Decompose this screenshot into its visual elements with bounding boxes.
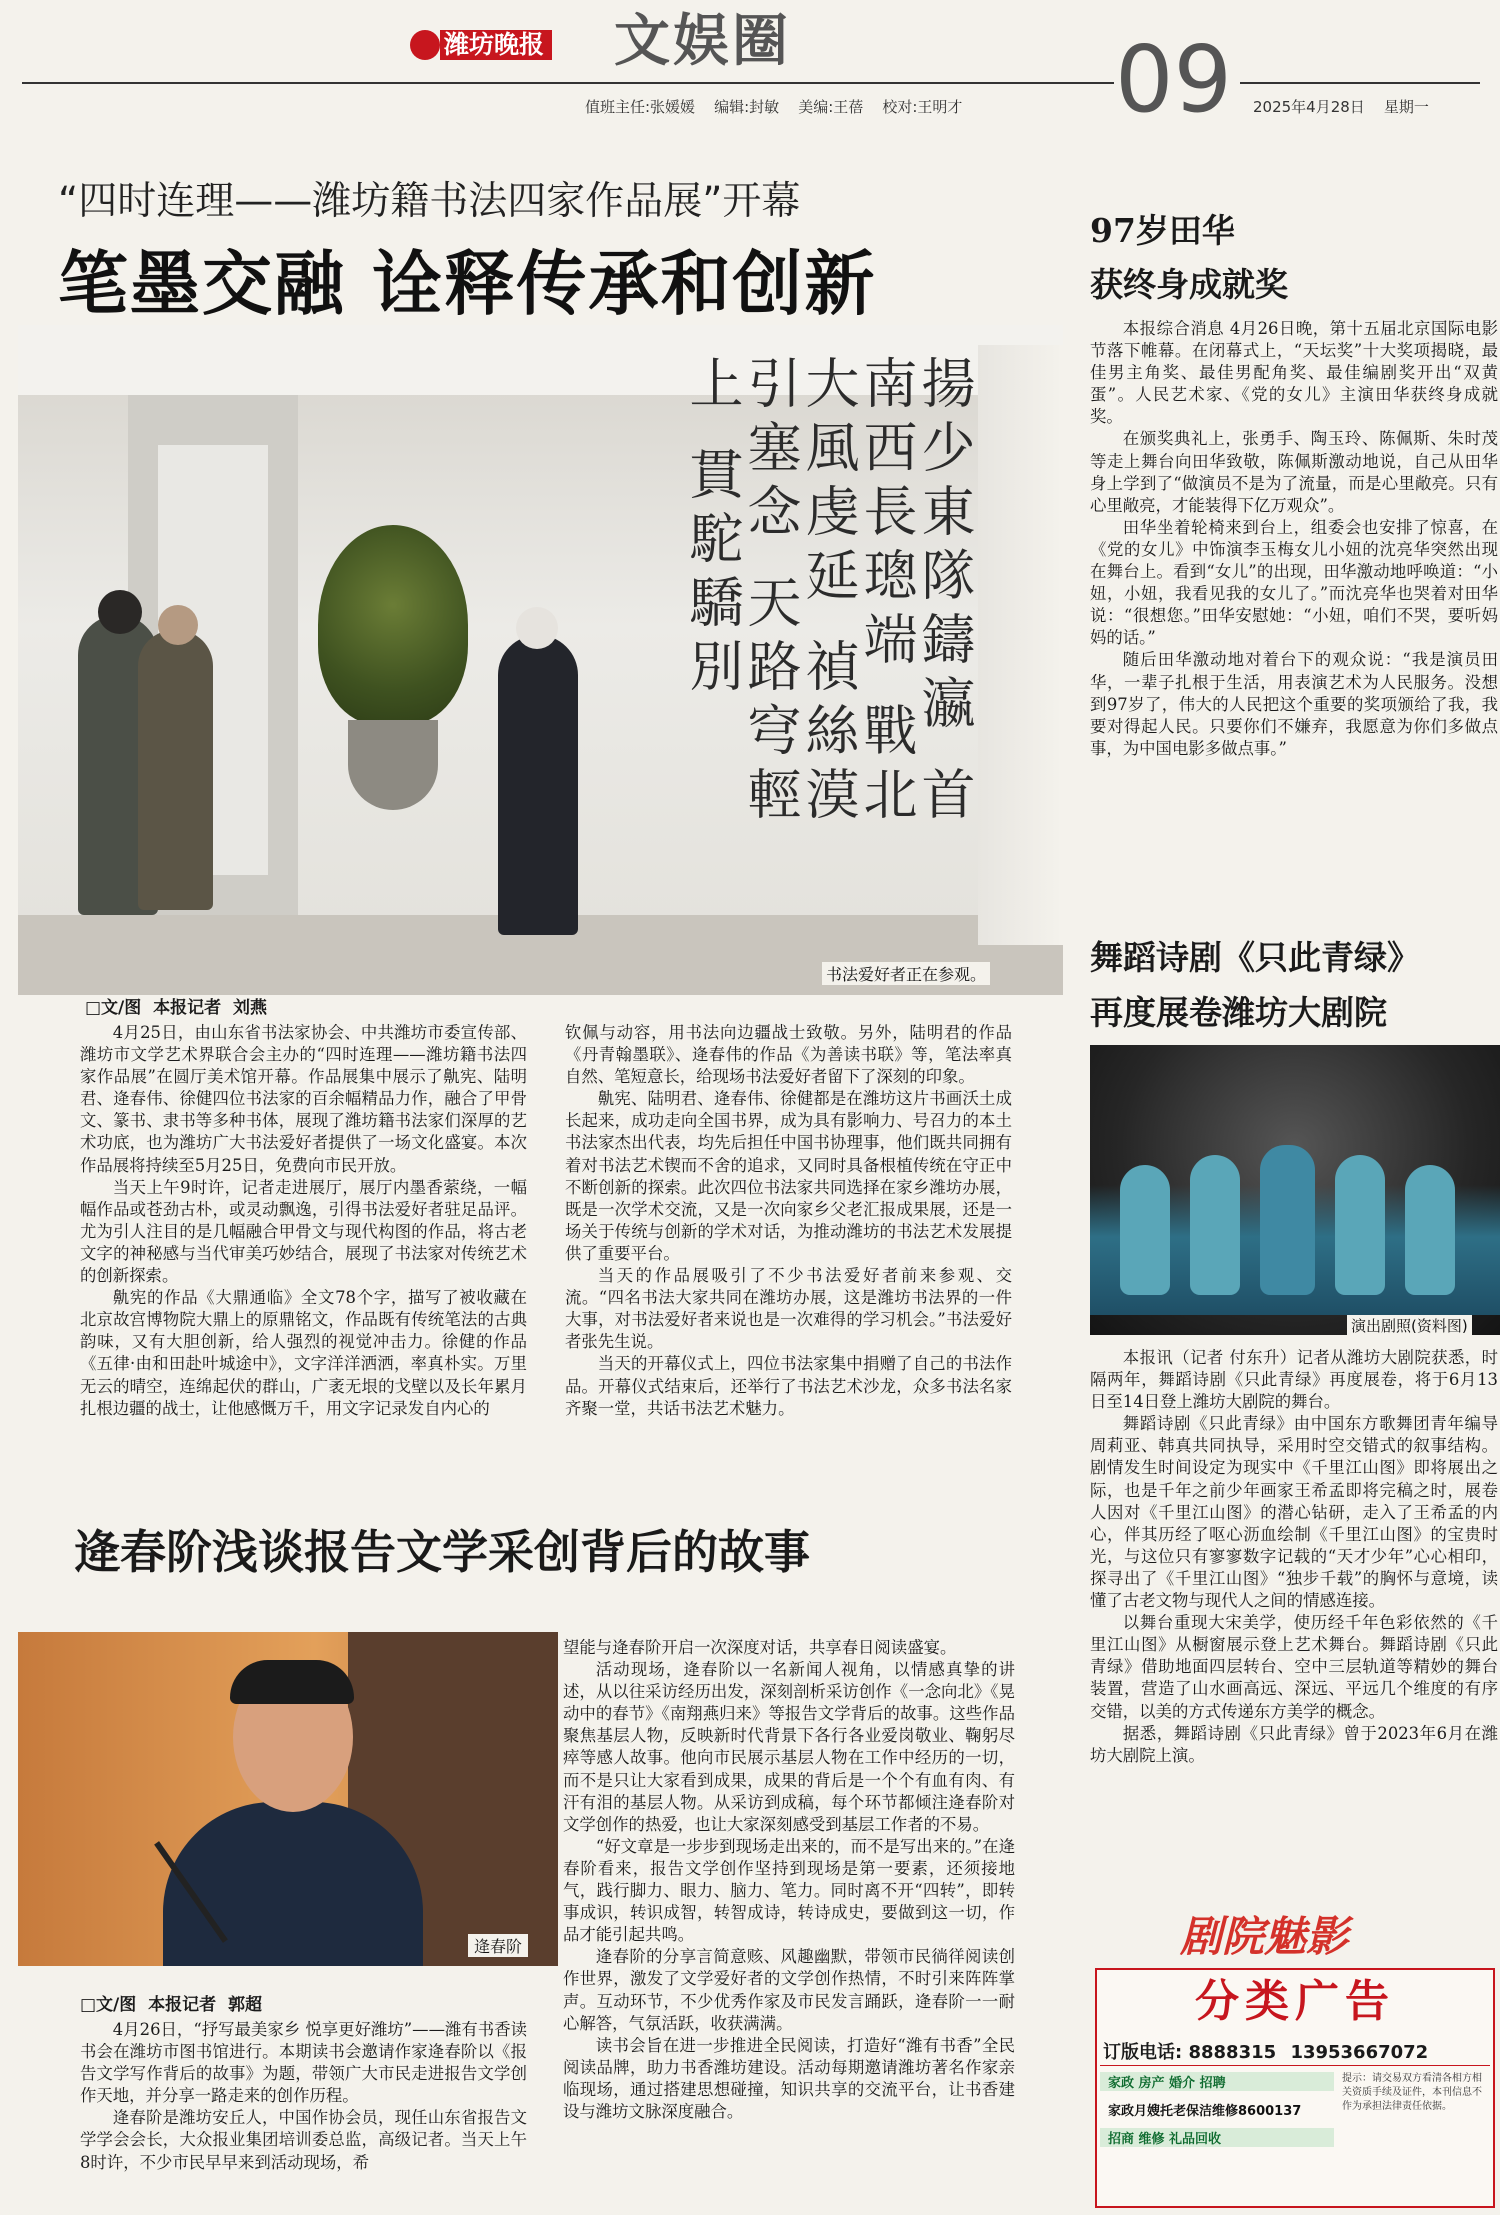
ads-phone-number: 8888315 xyxy=(1188,2042,1277,2063)
editor-credits: 值班主任:张媛媛 编辑:封敏 美编:王蓓 校对:王明才 xyxy=(585,98,963,116)
paragraph: 以舞台重现大宋美学，使历经千年色彩依然的《千里江山图》从橱窗展示登上艺术舞台。舞蹈诗剧《只此青绿》借助地面四层转台、空中三层轨道等精妙的舞台装置，营造了山水画高远、深远、平远几个维度的有序交错，以美的方式传递东方美学的概念。 xyxy=(1090,1613,1498,1721)
ads-phone-mobile: 13953667072 xyxy=(1290,2042,1429,2063)
paragraph: 当天的作品展吸引了不少书法爱好者前来参观、交流。“四名书法大家共同在潍坊办展，这是潍坊书法界的一件大事，对书法爱好者来说也是一次难得的学习机会。”书法爱好者张先生说。 xyxy=(565,1266,1012,1352)
photo-caption: 书法爱好者正在参观。 xyxy=(822,962,990,985)
column-logo: 剧院魅影 xyxy=(1180,1912,1349,1961)
dancer-figure xyxy=(1405,1165,1455,1295)
ads-category-row: 家政 房产 婚介 招聘 xyxy=(1100,2072,1334,2091)
paper-name: 潍坊晚报 xyxy=(440,30,552,60)
paragraph: 4月26日，“抒写最美家乡 悦享更好潍坊”——潍有书香读书会在潍坊市图书馆进行。本期读书会邀请作家逄春阶以《报告文学写作背后的故事》为题，带领广大市民走进报告文学创作天地，并分享一路走来的创作历程。 xyxy=(80,2020,527,2106)
paragraph: 据悉，舞蹈诗剧《只此青绿》曾于2023年6月在潍坊大剧院上演。 xyxy=(1090,1723,1498,1765)
paper-logo-icon xyxy=(410,30,440,60)
dancer-figure xyxy=(1190,1155,1240,1295)
paragraph: 随后田华激动地对着台下的观众说：“我是演员田华，一辈子扎根于生活，用表演艺术为人民服务。没想到97岁了，伟大的人民把这个重要的奖项颁给了我，我要对得起人民。只要你们不嫌弃，我愿意为你们多做点事，为中国电影多做点事。” xyxy=(1090,650,1498,758)
ads-notice: 提示：请交易双方看清各相方相关资质手续及证件，本刊信息不作为承担法律责任依据。 xyxy=(1342,2073,1482,2112)
story-column-2 xyxy=(565,1022,1012,1420)
photo-caption: 逄春阶 xyxy=(468,1934,528,1957)
story-kicker: “四时连理——潍坊籍书法四家作品展”开幕 xyxy=(58,179,801,224)
section-title: 文娱圈 xyxy=(614,8,791,74)
story-body xyxy=(1090,318,1498,760)
masthead-rule-right xyxy=(1240,82,1480,84)
story-headline-line-2: 获终身成就奖 xyxy=(1090,265,1288,304)
paragraph: 活动现场，逄春阶以一名新闻人视角，以情感真挚的讲述，从以往采访经历出发，深刻剖析采访创作《一念向北》《晃动中的春节》《南翔燕归来》等报告文学背后的故事。这些作品聚焦基层人物，反映新时代背景下各行各业爱岗敬业、鞠躬尽瘁等感人故事。他向市民展示基层人物在工作中经历的一切，而不是只让大家看到成果，成果的背后是一个个有血有肉、有汗有泪的基层人物。从采访到成稿，每个环节都倾注逄春阶对文学创作的热爱，也让大家深刻感受到基层工作者的不易。 xyxy=(563,1660,1015,1834)
paragraph: 4月25日，由山东省书法家协会、中共潍坊市委宣传部、潍坊市文学艺术界联合会主办的“四时连理——潍坊籍书法四家作品展”在圆厅美术馆开幕。作品展集中展示了鼽宪、陆明君、逄春伟、徐健四位书法家的百余幅精品力作，融合了甲骨文、篆书、隶书等多种书体，展现了潍坊籍书法家们深厚的艺术功底，也为潍坊广大书法爱好者提供了一场文化盛宴。本次作品展将持续至5月25日，免费向市民开放。 xyxy=(80,1023,527,1175)
ads-listing: 家政月嫂托老保洁维修8600137 xyxy=(1108,2104,1302,2119)
paragraph: 舞蹈诗剧《只此青绿》由中国东方歌舞团青年编导周莉亚、韩真共同执导，采用时空交错式的叙事结构。剧情发生时间设定为现实中《千里江山图》即将展出之际，也是千年之前少年画家王希孟即将完稿之时，展卷人因对《千里江山图》的潜心钻研，走入了王希孟的内心，伴其历经了呕心沥血绘制《千里江山图》的宝贵时光，与这位只有寥寥数字记载的“天才少年”心心相印，探寻出了《千里江山图》“独步千载”的胸怀与意境，读懂了古老文物与现代人之间的情感连接。 xyxy=(1090,1414,1498,1611)
story-column-1 xyxy=(80,2019,527,2174)
performance-photo xyxy=(1090,1045,1500,1335)
potted-plant xyxy=(318,525,468,725)
paragraph: 当天上午9时许，记者走进展厅，展厅内墨香萦绕，一幅幅作品或苍劲古朴，或灵动飘逸，引得书法爱好者驻足品评。尤为引人注目的是几幅融合甲骨文与现代构图的作品，将古老文字的神秘感与当代审美巧妙结合，展现了书法家对传统艺术的创新探索。 xyxy=(80,1177,527,1286)
paragraph: 望能与逄春阶开启一次深度对话，共享春日阅读盛宴。 xyxy=(563,1638,957,1657)
paragraph: 当天的开幕仪式上，四位书法家集中捐赠了自己的书法作品。开幕仪式结束后，还举行了书法艺术沙龙，众多书法名家齐聚一堂，共话书法艺术魅力。 xyxy=(565,1354,1012,1418)
exhibition-photo xyxy=(18,325,1063,995)
ads-category-row: 招商 维修 礼品回收 xyxy=(1100,2128,1334,2147)
dancer-figure xyxy=(1335,1155,1385,1295)
paragraph: 鼽宪、陆明君、逄春伟、徐健都是在潍坊这片书画沃土成长起来，成功走向全国书界，成为具有影响力、号召力的本土书法家杰出代表，均先后担任中国书协理事，他们既共同拥有着对书法艺术锲而不舍的追求，又同时具备根植传统在守正中不断创新的探索。此次四位书法家共同选择在家乡潍坊办展，既是一次学术交流，又是一次向家乡父老汇报成果展，还是一场关于传统与创新的学术对话，为推动潍坊的书法艺术发展提供了重要平台。 xyxy=(565,1089,1012,1263)
ads-phone-line xyxy=(1103,2038,1428,2064)
ads-phone-label: 订版电话: xyxy=(1103,2042,1183,2063)
story-byline: □文/图 本报记者 刘燕 xyxy=(85,998,267,1018)
story-column-2 xyxy=(563,1637,1015,2123)
story-headline-line-2: 再度展卷潍坊大剧院 xyxy=(1090,993,1387,1032)
dancer-figure xyxy=(1120,1165,1170,1295)
story-headline-line-1: 舞蹈诗剧《只此青绿》 xyxy=(1090,938,1420,977)
ads-title: 分类广告 xyxy=(1195,1976,1395,2027)
story-byline: □文/图 本报记者 郭超 xyxy=(80,1995,262,2015)
story-headline: 逄春阶浅谈报告文学采创背后的故事 xyxy=(74,1525,810,1579)
calligraphy-artwork: 揚少東隊鑄瀛 首南西長璁端 戰北大風虔延 禎絲漠引塞念 天路穹輕上 貫駝驕別 xyxy=(681,355,976,831)
paragraph: 在颁奖典礼上，张勇手、陶玉玲、陈佩斯、朱时茂等走上舞台向田华致敬，陈佩斯激动地说，自己从田华身上学到了“做演员不是为了流量，而是心里敞亮。只有心里敞亮，才能装得下亿万观众”。 xyxy=(1090,429,1498,515)
paragraph: 田华坐着轮椅来到台上，组委会也安排了惊喜，在《党的女儿》中饰演李玉梅女儿小妞的沈亮华突然出现在舞台上。看到“女儿”的出现，田华激动地呼唤道：“小妞，小妞，我看见我的女儿了。”而沈亮华也哭着对田华说：“很想您。”田华安慰她：“小妞，咱们不哭，要听妈妈的话。” xyxy=(1090,517,1498,648)
masthead-rule xyxy=(22,82,1114,84)
story-body xyxy=(1090,1347,1498,1767)
paragraph: 本报讯（记者 付东升）记者从潍坊大剧院获悉，时隔两年，舞蹈诗剧《只此青绿》再度展卷，将于6月13日至14日登上潍坊大剧院的舞台。 xyxy=(1090,1348,1498,1412)
dancer-figure xyxy=(1260,1145,1315,1295)
paragraph: 逄春阶的分享言简意赅、风趣幽默，带领市民徜徉阅读创作世界，激发了文学爱好者的文学创作热情，不时引来阵阵掌声。互动环节，不少优秀作家及市民发言踊跃，逄春阶一一耐心解答，气氛活跃，收获满满。 xyxy=(563,1947,1015,2033)
paragraph: 钦佩与动容，用书法向边疆战士致敬。另外，陆明君的作品《丹青翰墨联》、逄春伟的作品《为善读书联》等，笔法率真自然、笔短意长，给现场书法爱好者留下了深刻的印象。 xyxy=(565,1023,1012,1087)
paragraph: 读书会旨在进一步推进全民阅读，打造好“潍有书香”全民阅读品牌，助力书香潍坊建设。活动每期邀请潍坊著名作家亲临现场，通过搭建思想碰撞，知识共享的交流平台，让书香建设与潍坊文脉深度融合。 xyxy=(563,2035,1015,2121)
photo-caption: 演出剧照(资料图) xyxy=(1347,1315,1472,1336)
story-column-1 xyxy=(80,1022,527,1420)
issue-date: 2025年4月28日 星期一 xyxy=(1253,98,1429,116)
paragraph: 逄春阶是潍坊安丘人，中国作协会员，现任山东省报告文学学会会长，大众报业集团培训委总监，高级记者。当天上午8时许，不少市民早早来到活动现场，希 xyxy=(80,2108,527,2172)
paragraph: 本报综合消息 4月26日晚，第十五届北京国际电影节落下帷幕。在闭幕式上，“天坛奖”十大奖项揭晓，最佳男主角奖、最佳男配角奖、最佳编剧奖开出“双黄蛋”。人民艺术家、《党的女儿》主演田华获终身成就奖。 xyxy=(1090,319,1498,427)
speaker-photo xyxy=(18,1632,558,1966)
visitor-figure xyxy=(498,635,578,935)
visitor-figure xyxy=(138,630,213,910)
paragraph: 鼽宪的作品《大鼎通临》全文78个字，描写了被收藏在北京故宫博物院大鼎上的原鼎铭文，作品既有传统笔法的古典韵味，又有大胆创新，给人强烈的视觉冲击力。徐健的作品《五律·由和田赴叶城途中》，文字洋洋洒洒，率真朴实。万里无云的晴空，连绵起伏的群山，广袤无垠的戈壁以及长年累月扎根边疆的战士，让他感慨万千，用文字记录发自内心的 xyxy=(80,1288,527,1418)
page-number: 09 xyxy=(1115,26,1233,133)
story-headline: 笔墨交融 诠释传承和创新 xyxy=(58,243,877,325)
paragraph: “好文章是一步步到现场走出来的，而不是写出来的。”在逄春阶看来，报告文学创作坚持到现场是第一要素，还须接地气，践行脚力、眼力、脑力、笔力。同时离不开“四转”，即转事成识，转识成智，转智成诗，转诗成史，要做到这一切，作品才能引起共鸣。 xyxy=(563,1836,1015,1945)
story-headline-line-1: 97岁田华 xyxy=(1090,211,1235,250)
